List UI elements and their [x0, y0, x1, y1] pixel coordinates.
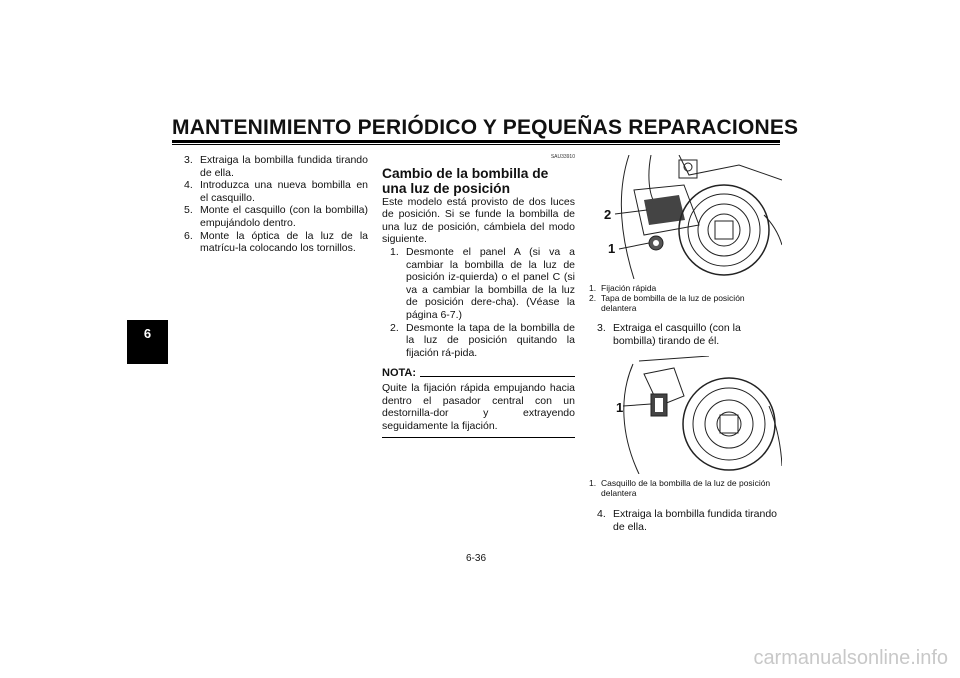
list-item: 4. Introduzca una nueva bombilla en el casquillo. [184, 179, 368, 204]
note-text: Quite la fijación rápida empujando hacia dentro el pasador central con un destornilla-dor y extrayendo seguidamente la fijación. [382, 381, 575, 432]
figure1-caption [589, 283, 782, 313]
figure2-caption [589, 478, 782, 498]
caption-item: 2. Tapa de bombilla de la luz de posición delantera [589, 293, 745, 313]
list-item: 2. Desmonte la tapa de la bombilla de la luz de posición quitando la fijación rá-pida. [390, 321, 575, 359]
page-title: MANTENIMIENTO PERIÓDICO Y PEQUEÑAS REPARACIONES [172, 116, 799, 139]
list-item: 1. Desmonte el panel A (si va a cambiar la bombilla de la luz de posición iz-quierda) o el panel C (si va a cambiar la bombilla de la luz de posición dere-cha). (Véase la página 6-7.) [390, 245, 575, 321]
chapter-tab [127, 320, 168, 364]
header-rule [172, 140, 780, 143]
step-3: 3. Extraiga el casquillo (con la bombilla) tirando de él. [597, 322, 741, 347]
note-label: NOTA: [382, 367, 417, 380]
note-end-rule [382, 437, 575, 438]
caption-item: 1. Fijación rápida [589, 283, 657, 293]
figure-bulb-socket [589, 356, 782, 474]
callout-2: 2 [604, 207, 612, 222]
intro-paragraph: Este modelo está provisto de dos luces de posición. Si se funde la bombilla de una luz de posición, cámbiela del modo siguiente. [382, 195, 575, 246]
caption-item: 1. Casquillo de la bombilla de la luz de posición delantera [589, 478, 771, 498]
list-item: 5. Monte el casquillo (con la bombilla) empujándolo dentro. [184, 204, 368, 229]
note-header [382, 367, 575, 380]
section-title: Cambio de la bombilla de una luz de posición [382, 165, 549, 196]
list-item: 6. Monte la óptica de la luz de la matrícu-la colocando los tornillos. [184, 229, 368, 255]
header-rule-thin [172, 144, 780, 145]
watermark: carmanualsonline.info [753, 647, 948, 669]
callout-1: 1 [608, 241, 616, 256]
callout-1: 1 [616, 400, 624, 415]
section-code: SAU33910 [550, 154, 575, 160]
list-item: 3. Extraiga la bombilla fundida tirando de ella. [184, 154, 368, 179]
left-column [184, 154, 368, 255]
page-number: 6-36 [466, 553, 487, 564]
figure-position-light-cover [589, 155, 782, 279]
headlight-cover-illustration [589, 155, 782, 279]
bulb-socket-illustration [589, 356, 782, 474]
note-rule [420, 376, 575, 377]
step-4: 4. Extraiga la bombilla fundida tirando de ella. [597, 508, 778, 533]
chapter-tab-label: 6 [143, 326, 152, 341]
middle-column [382, 151, 575, 438]
